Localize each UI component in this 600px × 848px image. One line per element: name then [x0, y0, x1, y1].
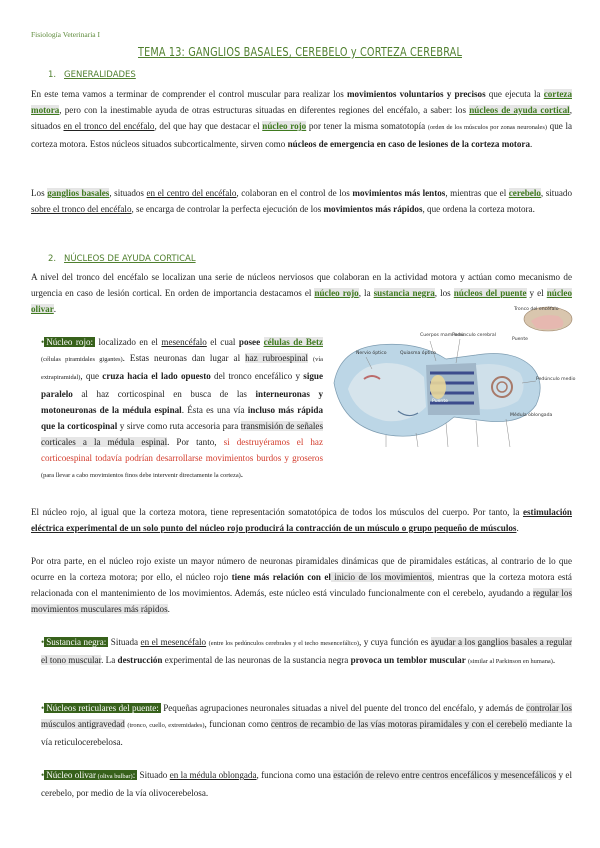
bullet-nucleo-olivar: • Núcleo olivar (oliva bulbar): Situado en la médula oblongada, funciona como una estación de relevo entre centros encefálicos y mesencefálicos y el cerebelo, por medio de la vía olivocerebelosa.	[41, 770, 572, 798]
figure-label: Pedúnculo medio	[536, 377, 576, 382]
paragraph-rojo-somatotopia: El núcleo rojo, al igual que la corteza motora, tiene representación somatotópica de todos los músculos del cuerpo. Por tanto, la estimulación eléctrica experimental de un solo punto del núcleo rojo producirá la contracción de un músculo o grupo pequeño de músculos.	[31, 507, 572, 533]
figure-label: Tronco del encéfalo	[514, 307, 559, 312]
paragraph-nucleos-intro: A nivel del tronco del encéfalo se localizan una serie de núcleos nerviosos que colaboran en la actividad motora y actúan como mecanismo de urgencia en caso de lesión cortical. En orden de importancia destacamos el núcleo rojo, la sustancia negra, los núcleos del puente y el núcleo olivar.	[31, 272, 572, 314]
figure-label: Cuerpos mamilares	[420, 333, 465, 338]
paragraph-rojo-dinamicas: Por otra parte, en el núcleo rojo existe un mayor número de neuronas piramidales dinámicas que de piramidales estáticas, al contrario de lo que ocurre en la corteza motora; por ello, el núcleo rojo tiene más relación con el inicio de los movimientos, mientras que la corteza motora está relacionada con el mantenimiento de los movimientos. Además, este núcleo está vinculado funcionalmente con el cerebelo, ayudando a regular los movimientos musculares más rápidos.	[31, 556, 572, 614]
bullet-nucleos-puente: • Núcleos reticulares del puente: Pequeñas agrupaciones neuronales situadas a nivel del puente del tronco del encéfalo, y además de controlar los músculos antigravedad (tronco, cuello, extremidades), funcionan como centros de recambio de las vías motoras piramidales y con el cerebelo mediante la vía reticulocerebelosa.	[41, 703, 572, 747]
paragraph-generalidades-2: Los ganglios basales, situados en el centro del encéfalo, colaboran en el control de los movimientos más lentos, mientras que el cerebelo, situado sobre el tronco del encéfalo, se encarga de controlar la perfecta ejecución de los movimientos más rápidos, que ordena la corteza motora.	[31, 188, 572, 214]
bullet-nucleo-rojo: • Núcleo rojo: localizado en el mesencéfalo el cual posee células de Betz (células piramidales gigantes). Estas neuronas dan lugar al haz rubroespinal (vía extrapiramidal), que cruza hacia el lado opuesto del tronco encefálico y sigue paralelo al haz corticospinal en busca de las interneuronas y motoneuronas de la médula espinal. Ésta es una vía incluso más rápida que la corticospinal y sirve como ruta accesoria para transmisión de señales corticales a la médula espinal. Por tanto, si destruyéramos el haz corticoespinal todavía podrían desarrollarse movimientos burdos y groseros (para llevar a cabo movimientos finos debe intervenir directamente la corteza).	[41, 337, 324, 479]
figure-label: Puente	[432, 399, 448, 404]
figure-label: Quiasma óptico	[400, 351, 436, 356]
section-number: 1.	[48, 70, 57, 80]
figure-label: Nervio óptico	[356, 351, 387, 356]
brain-stem-figure	[326, 303, 574, 451]
term-tag: Núcleos reticulares del puente:	[46, 703, 159, 713]
document-header: Fisiología Veterinaria I	[31, 30, 101, 39]
figure-label: Pedúnculo cerebral	[452, 333, 497, 338]
figure-label: Médula oblongada	[510, 413, 553, 418]
paragraph-generalidades-1: En este tema vamos a terminar de comprender el control muscular para realizar los movimientos voluntarios y precisos que ejecuta la corteza motora, pero con la inestimable ayuda de otras estructuras situadas en diferentes regiones del encéfalo, a saber: los núcleos de ayuda cortical, situados en el tronco del encéfalo, del que hay que destacar el núcleo rojo por tener la misma somatotopía (orden de los músculos por zonas neuronales) que la corteza motora. Estos núcleos situados subcorticalmente, sirven como núcleos de emergencia en caso de lesiones de la corteza motora.	[31, 89, 573, 149]
section-number: 2.	[48, 254, 57, 264]
term-tag: Núcleo rojo:	[46, 337, 94, 347]
section-label: GENERALIDADES	[64, 70, 136, 80]
page-title: TEMA 13: GANGLIOS BASALES, CEREBELO y CORTEZA CEREBRAL	[137, 44, 463, 59]
section-heading-1	[48, 70, 136, 80]
section-heading-2	[48, 254, 196, 264]
figure-label: Puente	[512, 337, 528, 342]
term-tag: Núcleo olivar (oliva bulbar):	[46, 770, 136, 780]
bullet-sustancia-negra: • Sustancia negra: Situada en el mesencéfalo (entre los pedúnculos cerebrales y el techo mesencefálico), y cuya función es ayudar a los ganglios basales a regular el tono muscular. La destrucción experimental de las neuronas de la sustancia negra provoca un temblor muscular (similar al Parkinson en humana).	[41, 637, 572, 665]
section-label: NÚCLEOS DE AYUDA CORTICAL	[64, 254, 196, 264]
term-tag: Sustancia negra:	[46, 637, 107, 647]
